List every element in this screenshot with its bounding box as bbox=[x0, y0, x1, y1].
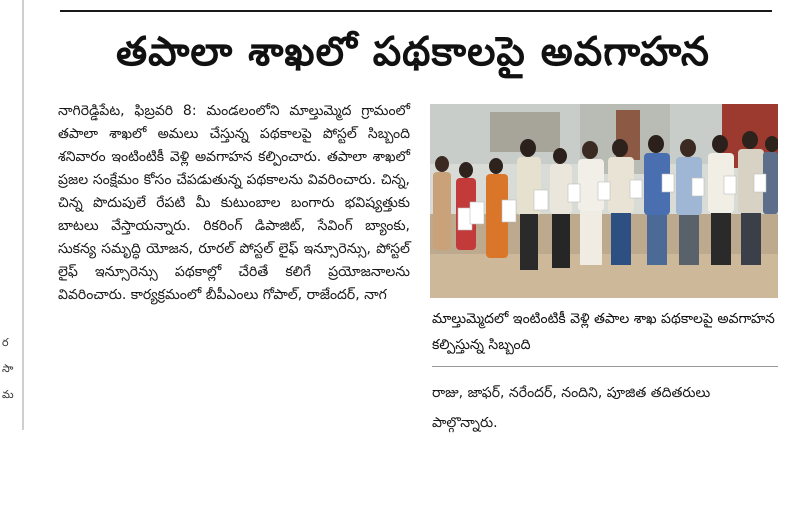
article-body-column bbox=[58, 100, 410, 307]
adjacent-column-text bbox=[2, 330, 16, 408]
article-headline: తపాలా శాఖలో పథకాలపై అవగాహన bbox=[115, 29, 711, 75]
photo-caption: మాల్తుమ్మెదలో ఇంటింటికీ వెళ్లి తపాల శాఖ పథకాలపై అవగాహన కల్పిస్తున్న సిబ్బంది bbox=[432, 311, 775, 353]
adjacent-char: సా bbox=[2, 362, 14, 375]
adjacent-column-edge bbox=[0, 0, 24, 430]
news-photo bbox=[430, 104, 778, 298]
top-rule bbox=[60, 10, 772, 12]
article-continuation bbox=[432, 378, 778, 438]
adjacent-char: మ bbox=[2, 388, 14, 401]
column-divider bbox=[22, 0, 24, 430]
caption-divider bbox=[432, 366, 778, 367]
photo-illustration bbox=[430, 104, 778, 298]
adjacent-char: ర bbox=[2, 336, 9, 349]
article-body-text: నాగిరెడ్డిపేట, ఫిబ్రవరి 8: మండలంలోని మాల్తుమ్మెద గ్రామంలో తపాలా శాఖలో అమలు చేస్తున్న పథకాలపై పోస్టల్ సిబ్బంది శనివారం ఇంటింటికీ వెళ్లి అవగాహన కల్పించారు. తపాలా శాఖలో ప్రజల సంక్షేమం కోసం చేపడుతున్న పథకాలను వివరించారు. చిన్న, చిన్న పొదుపులే రేపటి మీ కుటుంబాల బంగారు భవిష్యత్తుకు బాటలు వేస్తాయన్నారు. రికరింగ్ డిపాజిట్, సేవింగ్ బ్యాంకు, సుకన్య సమృద్ధి యోజన, రూరల్ పోస్టల్ లైఫ్ ఇన్సూరెన్సు, పోస్టల్ లైఫ్ ఇన్సూరెన్సు పథకాల్లో చేరితే కలిగే ప్రయోజనాలను వివరించారు. కార్యక్రమంలో బీపీఎంలు గోపాల్, రాజేందర్, నాగ bbox=[58, 103, 410, 303]
article-continuation-text: రాజు, జాఫర్, నరేందర్, నందిని, పూజిత తదితరులు పాల్గొన్నారు. bbox=[432, 385, 711, 431]
